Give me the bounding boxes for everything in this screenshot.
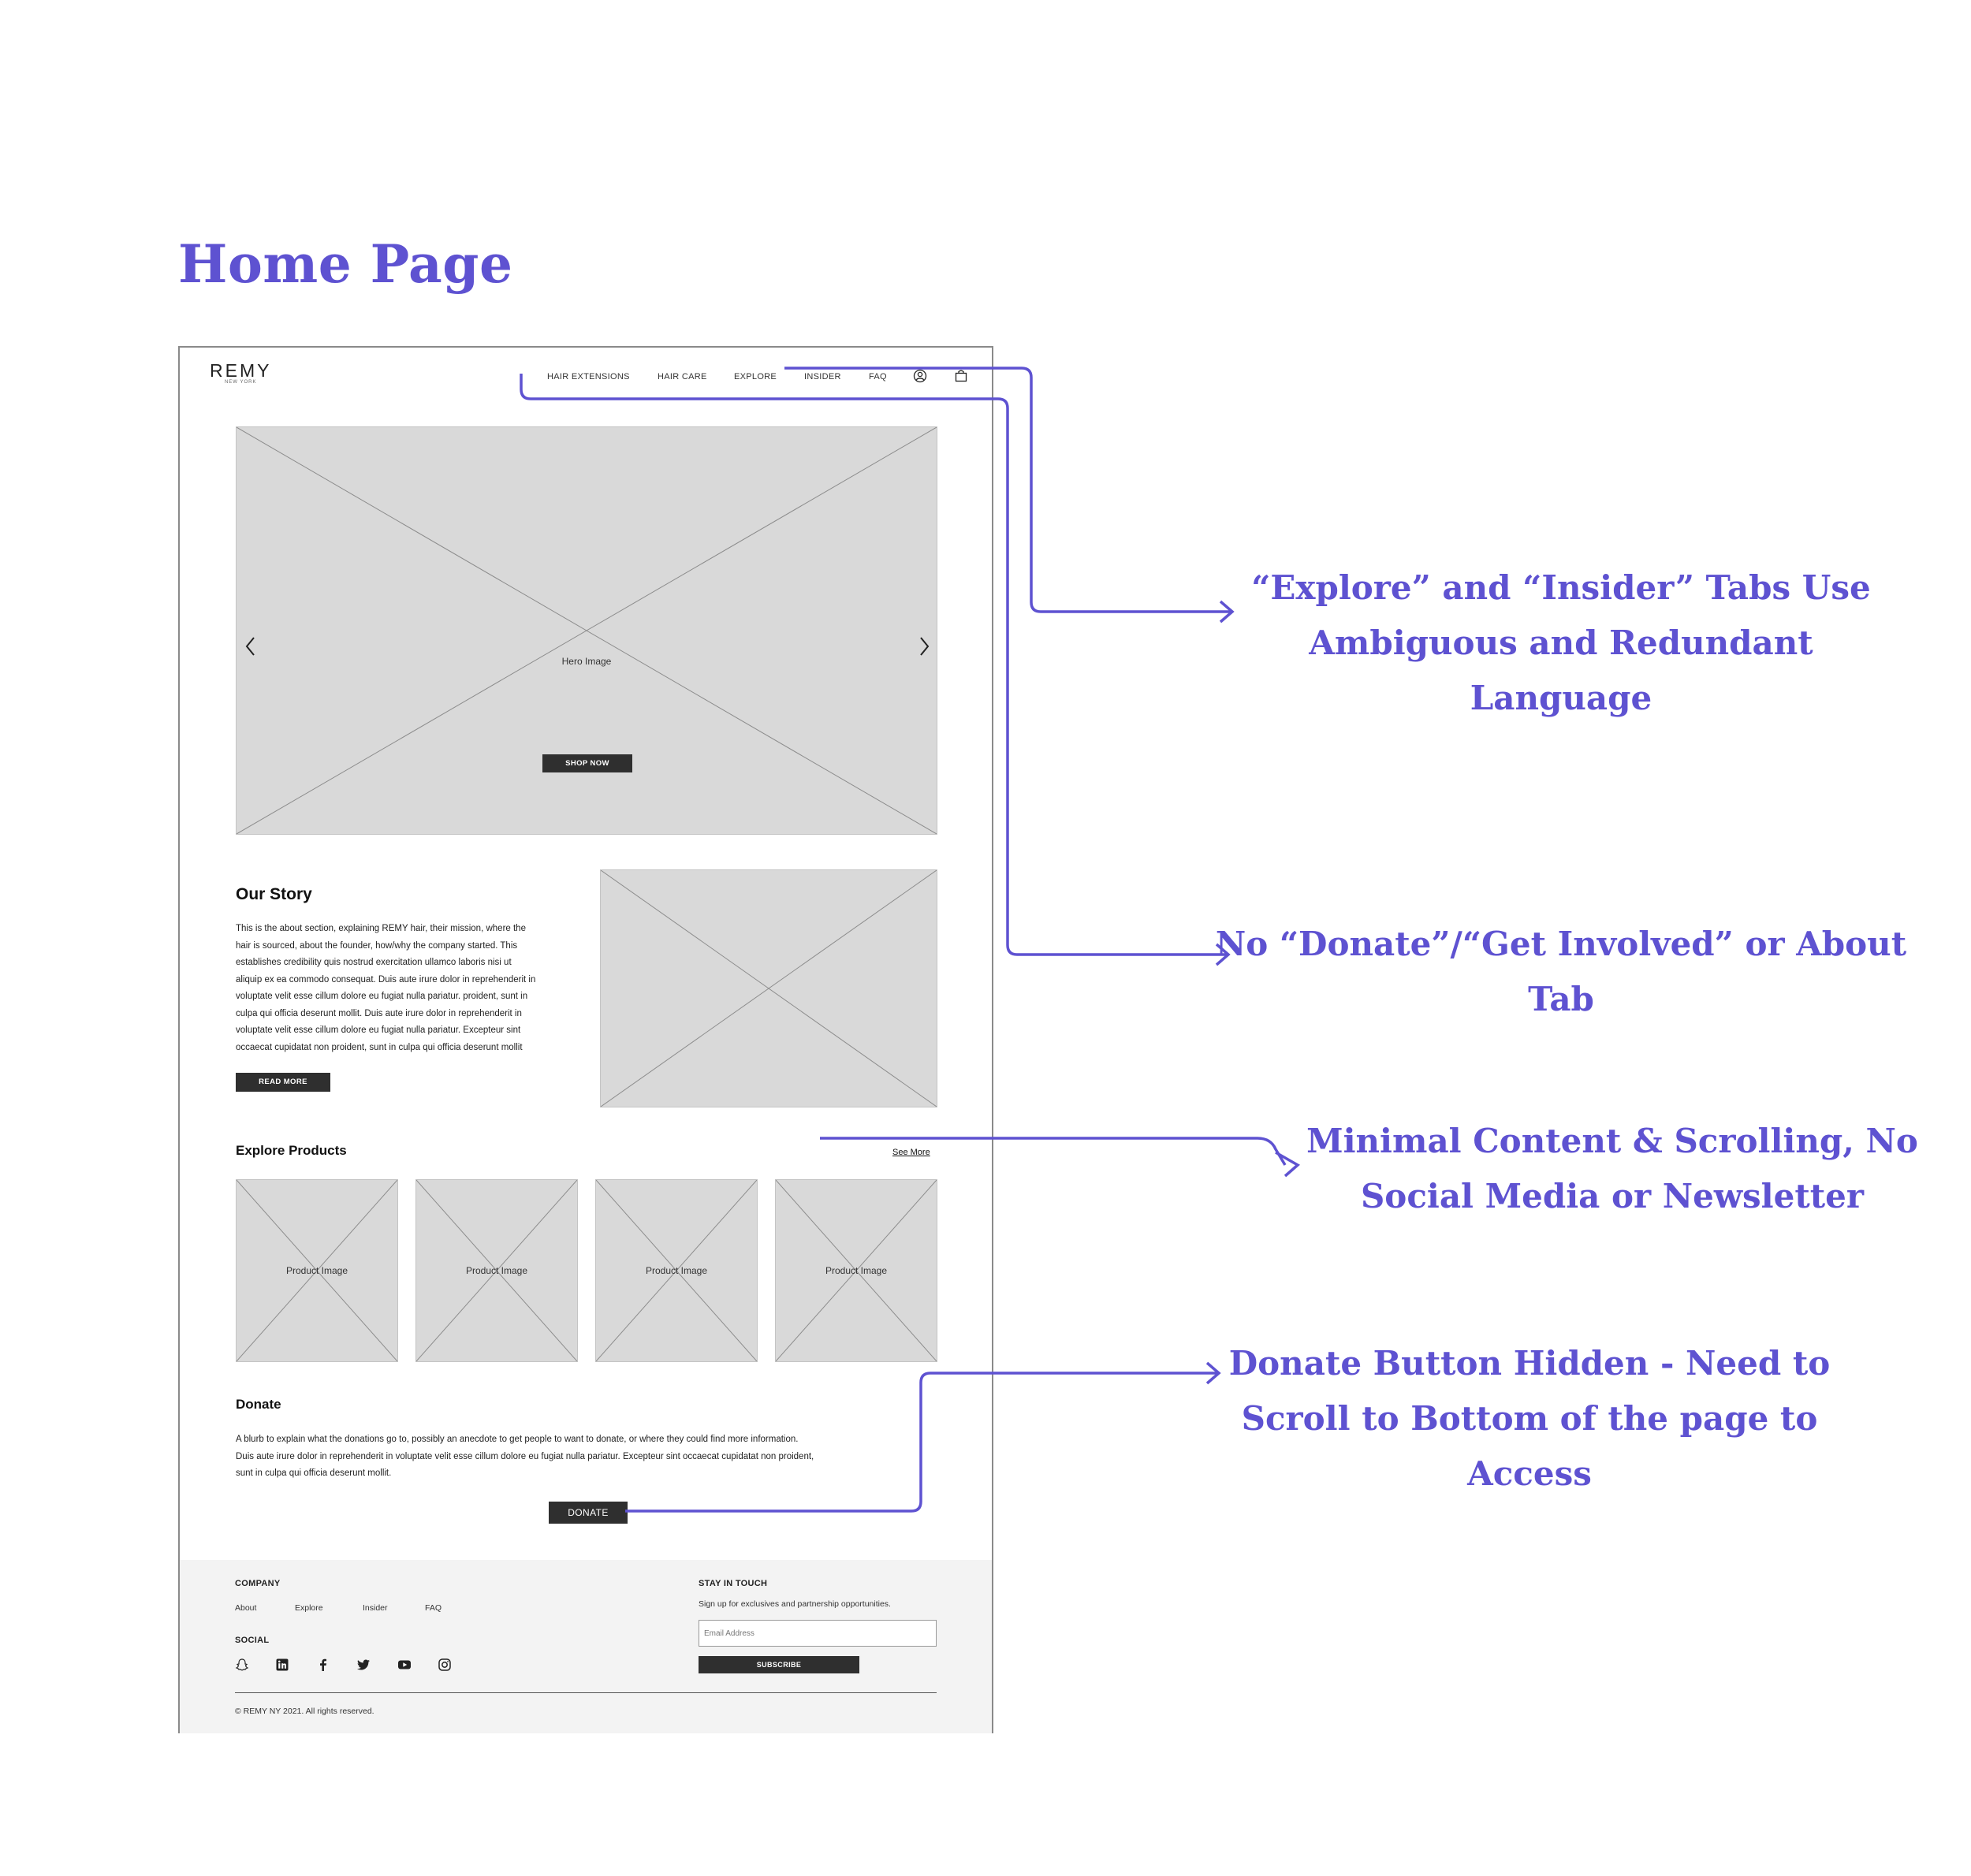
footer-stay-title: STAY IN TOUCH (699, 1579, 768, 1588)
explore-products-title: Explore Products (236, 1143, 347, 1158)
footer (180, 1560, 992, 1733)
instagram-icon[interactable] (438, 1658, 452, 1672)
shop-now-button[interactable]: SHOP NOW (542, 754, 632, 772)
product-card[interactable] (236, 1179, 398, 1362)
annotation-line: Scroll to Bottom of the page to (1241, 1399, 1818, 1438)
annotation-ambiguous-tabs (1214, 560, 1908, 726)
product-image-label: Product Image (285, 1265, 348, 1276)
chevron-right-icon[interactable] (916, 635, 932, 658)
nav-hair-care[interactable]: HAIR CARE (658, 372, 707, 382)
nav-insider[interactable]: INSIDER (804, 372, 841, 382)
annotation-line: Minimal Content & Scrolling, No (1306, 1122, 1918, 1160)
annotation-line: “Explore” and “Insider” Tabs Use (1251, 568, 1871, 607)
annotation-line: Donate Button Hidden - Need to (1228, 1344, 1831, 1383)
footer-link-explore[interactable]: Explore (295, 1603, 323, 1613)
footer-company-title: COMPANY (235, 1579, 281, 1588)
subscribe-button[interactable]: SUBSCRIBE (699, 1656, 859, 1673)
footer-link-about[interactable]: About (235, 1603, 257, 1613)
hero-image-label: Hero Image (561, 656, 612, 667)
product-image-label: Product Image (465, 1265, 528, 1276)
donate-title: Donate (236, 1397, 281, 1412)
story-line: hair is sourced, about the founder, how/why the company started. This (236, 940, 518, 951)
nav-faq[interactable]: FAQ (869, 372, 887, 382)
email-input[interactable] (699, 1620, 937, 1647)
annotation-line: Social Media or Newsletter (1360, 1177, 1865, 1215)
placeholder-cross (601, 870, 937, 1107)
hero-image[interactable] (236, 426, 937, 835)
story-line: This is the about section, explaining REMY hair, their mission, where the (236, 924, 526, 933)
nav-explore[interactable]: EXPLORE (734, 372, 777, 382)
story-line: voluptate velit esse cillum dolore eu fugiat nulla pariatur. Excepteur sint (236, 1025, 521, 1035)
youtube-icon[interactable] (397, 1658, 412, 1672)
product-card[interactable] (415, 1179, 578, 1362)
donate-button[interactable]: DONATE (549, 1502, 628, 1524)
donate-text (236, 1431, 814, 1483)
cart-icon[interactable] (954, 369, 968, 383)
logo-text: REMY (210, 360, 272, 381)
footer-link-insider[interactable]: Insider (363, 1603, 388, 1613)
product-card[interactable] (595, 1179, 758, 1362)
linkedin-icon[interactable] (275, 1658, 289, 1672)
story-line: culpa qui officia deserunt mollit. Duis aute irure dolor in reprehenderit in (236, 1008, 522, 1018)
wireframe-frame (178, 346, 993, 1733)
twitter-icon[interactable] (356, 1658, 371, 1672)
logo-subtext: NEW YORK (224, 380, 257, 385)
story-line: occaecat cupidatat non proident, sunt in culpa qui officia deserunt mollit (236, 1042, 523, 1052)
annotation-line: No “Donate”/“Get Involved” or About (1215, 925, 1907, 963)
footer-divider (235, 1692, 937, 1693)
read-more-button[interactable]: READ MORE (236, 1073, 330, 1092)
annotation-no-donate-tab (1214, 917, 1908, 1027)
our-story-title: Our Story (236, 885, 312, 903)
placeholder-cross (237, 427, 937, 834)
logo[interactable] (210, 360, 271, 385)
annotation-line: Tab (1528, 980, 1594, 1018)
donate-line: Duis aute irure dolor in reprehenderit in voluptate velit esse cillum dolore eu fugiat nulla pariatur. Excepteur sint occaecat cupidatat non proident, (236, 1451, 814, 1461)
story-line: establishes credibility quis nostrud exercitation ullamco laboris nisi ut (236, 958, 512, 967)
annotation-line: Access (1467, 1454, 1592, 1493)
donate-line: sunt in culpa qui officia deserunt mollit. (236, 1468, 392, 1478)
footer-link-faq[interactable]: FAQ (425, 1603, 442, 1613)
story-image (600, 869, 937, 1107)
page-title: Home Page (178, 233, 513, 295)
annotation-donate-hidden (1214, 1336, 1845, 1502)
our-story-text (236, 921, 535, 1056)
account-icon[interactable] (913, 369, 927, 383)
chevron-left-icon[interactable] (243, 635, 259, 658)
nav-hair-extensions[interactable]: HAIR EXTENSIONS (547, 372, 630, 382)
annotation-line: Ambiguous and Redundant Language (1309, 623, 1813, 717)
footer-stay-text: Sign up for exclusives and partnership opportunities. (699, 1599, 891, 1609)
facebook-icon[interactable] (316, 1658, 330, 1672)
footer-social-title: SOCIAL (235, 1636, 270, 1645)
annotation-minimal-content (1293, 1114, 1932, 1224)
product-card[interactable] (775, 1179, 937, 1362)
story-line: voluptate velit esse cillum dolore eu fugiat nulla pariatur. proident, sunt in (236, 992, 528, 1001)
story-line: aliquip ex ea commodo consequat. Duis aute irure dolor in reprehenderit in (236, 974, 536, 985)
product-image-label: Product Image (645, 1265, 708, 1276)
product-image-label: Product Image (825, 1265, 888, 1276)
snapchat-icon[interactable] (235, 1658, 249, 1672)
donate-line: A blurb to explain what the donations go to, possibly an anecdote to get people to want to donate, or where they could find more information. (236, 1435, 799, 1444)
copyright: © REMY NY 2021. All rights reserved. (235, 1707, 374, 1716)
see-more-link[interactable]: See More (892, 1148, 930, 1157)
